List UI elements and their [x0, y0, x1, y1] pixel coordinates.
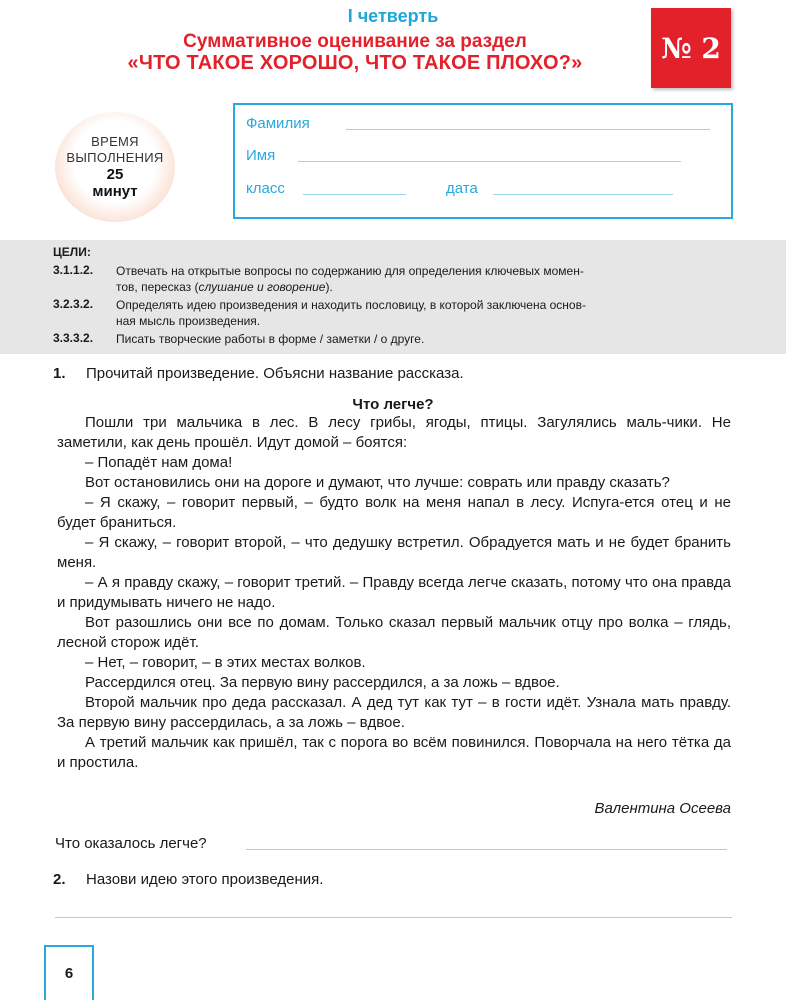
story-paragraph: – А я правду скажу, – говорит третий. – Правду всегда легче сказать, потому что она правда и придумывать ничего не надо. — [57, 574, 731, 611]
story-paragraph: – Я скажу, – говорит второй, – что дедушку встретил. Обрадуется мать и не будет бранить меня. — [57, 534, 731, 571]
goal-text-line: Писать творческие работы в форме / заметки / о друге. — [116, 332, 425, 346]
story-paragraph: – Попадёт нам дома! — [85, 454, 233, 471]
time-badge-unit: минут — [92, 183, 138, 200]
story-title: Что легче? — [352, 396, 434, 413]
class-label: класс — [246, 180, 285, 197]
goal-text-line: тов, пересказ ( — [116, 280, 199, 294]
story-paragraph: Пошли три мальчика в лес. В лесу грибы, ягоды, птицы. Загулялись маль-чики. Не заметили, как день прошёл. Идут домой – боятся: — [57, 414, 731, 451]
story-paragraph: А третий мальчик как пришёл, так с порога во всём повинился. Поворчала на него тётка да и простила. — [57, 734, 731, 771]
time-badge-line2: ВЫПОЛНЕНИЯ — [66, 150, 164, 165]
date-label: дата — [446, 180, 478, 197]
time-badge-line1: ВРЕМЯ — [91, 134, 139, 149]
date-field[interactable] — [493, 194, 673, 195]
task-2-text: Назови идею этого произведения. — [86, 871, 324, 888]
answer-line-1[interactable] — [246, 849, 727, 850]
assessment-number-badge: № 2 — [651, 8, 731, 88]
story-paragraph: Вот разошлись они все по домам. Только сказал первый мальчик отцу про волка – глядь, лесной сторож идёт. — [57, 614, 731, 651]
page-number: 6 — [44, 945, 94, 1000]
goal-text-line: ная мысль произведения. — [116, 314, 261, 328]
name-field[interactable] — [298, 161, 681, 162]
story-paragraph: – Нет, – говорит, – в этих местах волков. — [85, 654, 366, 671]
surname-field[interactable] — [346, 129, 710, 130]
goal-text-line: Отвечать на открытые вопросы по содержанию для определения ключевых момен- — [116, 264, 584, 278]
goal-code: 3.3.3.2. — [53, 331, 94, 345]
goals-title: ЦЕЛИ: — [53, 245, 91, 259]
goal-text-line: ). — [325, 280, 333, 294]
goal-code: 3.2.3.2. — [53, 297, 94, 311]
story-paragraph: Рассердился отец. За первую вину рассердился, а за ложь – вдвое. — [85, 674, 560, 691]
time-badge — [55, 112, 175, 222]
task-1-number: 1. — [53, 365, 66, 382]
goal-text-line: Определять идею произведения и находить пословицу, в которой заключена основ- — [116, 298, 586, 312]
quarter-label: I четверть — [347, 6, 439, 26]
question-text: Что оказалось легче? — [55, 835, 207, 852]
story-paragraph: – Я скажу, – говорит первый, – будто волк на меня напал в лесу. Испуга-ется отец и не будет браниться. — [57, 494, 731, 531]
name-label: Имя — [246, 147, 276, 164]
goal-code: 3.1.1.2. — [53, 263, 94, 277]
answer-line-2[interactable] — [55, 917, 732, 918]
goal-text-emphasis: слушание и говорение — [198, 280, 326, 294]
goal-text — [116, 297, 730, 329]
story-paragraph: Вот остановились они на дороге и думают, что лучше: соврать или правду сказать? — [85, 474, 670, 491]
task-1-text: Прочитай произведение. Объясни название рассказа. — [86, 365, 464, 382]
class-field[interactable] — [303, 194, 406, 195]
story-paragraph: Второй мальчик про деда рассказал. А дед тут как тут – в гости идёт. Узнала мать правду. За первую вину рассердилась, а за ложь – вдвое. — [57, 694, 731, 731]
goal-text — [116, 331, 730, 347]
task-2-number: 2. — [53, 871, 66, 888]
story-author: Валентина Осеева — [594, 800, 731, 817]
time-badge-value: 25 — [106, 166, 124, 183]
goal-text — [116, 263, 730, 295]
section-title: «ЧТО ТАКОЕ ХОРОШО, ЧТО ТАКОЕ ПЛОХО?» — [127, 52, 583, 74]
surname-label: Фамилия — [246, 115, 310, 132]
story-body — [57, 413, 731, 773]
assessment-title: Суммативное оценивание за раздел — [183, 31, 527, 52]
